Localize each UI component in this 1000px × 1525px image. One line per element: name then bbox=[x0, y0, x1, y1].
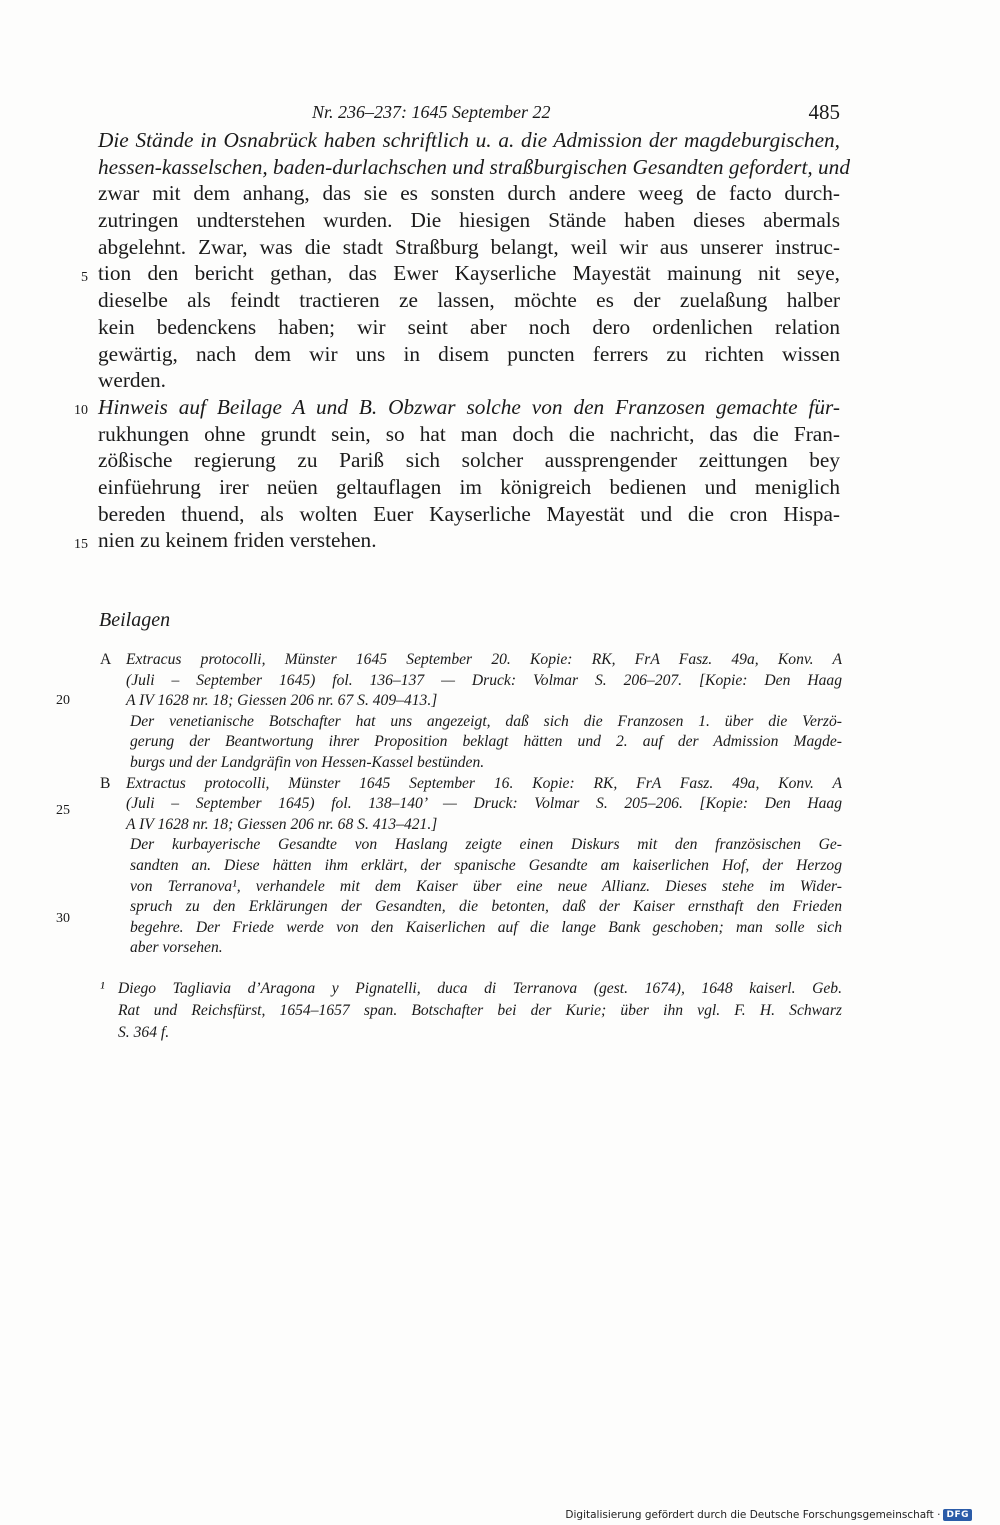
footnote bbox=[100, 978, 842, 1044]
running-head-title: Nr. 236–237: 1645 September 22 bbox=[312, 102, 551, 122]
footnote-line: Rat und Reichsfürst, 1654–1657 span. Botschafter bei der Kurie; über ihn vgl. F. H. Schwarz bbox=[118, 1002, 842, 1019]
text-line: tion den bericht gethan, das Ewer Kayserliche Mayestät mainung nit seye, bbox=[98, 261, 840, 286]
beilagen-heading: Beilagen bbox=[99, 609, 171, 631]
text-line: werden. bbox=[98, 368, 166, 393]
beilage-source-line: A IV 1628 nr. 18; Giessen 206 nr. 67 S. 409–413.] bbox=[126, 692, 438, 710]
beilage-source-line: (Juli – September 1645) fol. 136–137 — Druck: Volmar S. 206–207. [Kopie: Den Haag bbox=[126, 671, 842, 689]
beilage-source-line: (Juli – September 1645) fol. 138–140’ — Druck: Volmar S. 205–206. [Kopie: Den Haag bbox=[126, 795, 842, 813]
text-line: Die Stände in Osnabrück haben schriftlich u. a. die Admission der magdeburgischen, bbox=[98, 128, 840, 152]
text-line: zutringen undterstehen wurden. Die hiesigen Stände haben dieses abermals bbox=[98, 208, 840, 233]
beilage-label: A bbox=[100, 651, 112, 668]
beilage-summary-line: Der venetianische Botschafter hat uns angezeigt, daß sich die Franzosen 1. über die Verzö- bbox=[130, 712, 842, 730]
text-line: zwar mit dem anhang, das sie es sonsten durch andere weeg de facto durch- bbox=[98, 181, 840, 206]
line-number: 5 bbox=[81, 270, 88, 285]
text-line: rukhungen ohne grundt sein, so hat man doch die nachricht, das die Fran- bbox=[98, 421, 840, 446]
page-number: 485 bbox=[808, 100, 840, 124]
footnote-line: ¹ Diego Tagliavia d’Aragona y Pignatelli, duca di Terranova (gest. 1674), 1648 kaiserl. Geb. bbox=[100, 978, 842, 1000]
beilage-source-line: A IV 1628 nr. 18; Giessen 206 nr. 68 S. 413–421.] bbox=[126, 815, 438, 833]
text-line: nien zu keinem friden verstehen. bbox=[98, 528, 377, 553]
beilagen-list bbox=[100, 650, 842, 959]
beilage-summary-line: aber vorsehen. bbox=[130, 939, 223, 957]
text-line: abgelehnt. Zwar, was die stadt Straßburg belangt, weil wir aus unserer instruc- bbox=[98, 234, 840, 259]
beilage-label: B bbox=[100, 774, 111, 792]
text-line: gewärtig, nach dem wir uns in disem puncten ferrers zu richten wissen bbox=[98, 341, 840, 366]
running-head bbox=[0, 100, 1000, 130]
footer-text: Digitalisierung gefördert durch die Deutsche Forschungsgemeinschaft · bbox=[565, 1509, 941, 1521]
text-line: bereden thuend, als wolten Euer Kayserliche Mayestät und die cron Hispa- bbox=[98, 501, 840, 526]
beilage-source-line: B Extractus protocolli, Münster 1645 September 16. Kopie: RK, FrA Fasz. 49a, Konv. A bbox=[100, 774, 842, 795]
line-number: 30 bbox=[56, 911, 70, 926]
beilage-summary-line: spruch zu den Erklärungen der Gesandten, die betonten, daß der Kaiser ernsthaft den Frieden bbox=[130, 898, 842, 916]
dfg-logo: DFG bbox=[943, 1509, 972, 1521]
beilage-summary-line: burgs und der Landgräfin von Hessen-Kassel bestünden. bbox=[130, 753, 485, 771]
beilage-a bbox=[100, 650, 842, 774]
line-number: 10 bbox=[74, 403, 88, 418]
beilage-summary-line: begehre. Der Friede werde von den Kaiserlichen auf die lange Bank geschoben; man solle sich bbox=[130, 918, 842, 936]
footnote-line: S. 364 f. bbox=[118, 1024, 170, 1041]
footnote-mark: ¹ bbox=[100, 980, 105, 997]
text-line: zößische regierung zu Pariß sich solcher aussprengender zeittungen bey bbox=[98, 448, 840, 473]
line-number: 20 bbox=[56, 693, 70, 708]
beilage-summary-line: gerung der Beantwortung ihrer Proposition beklagt hätten und 2. auf der Admission Magde- bbox=[130, 733, 842, 751]
beilage-summary-line: sandten an. Diese hätten ihm erklärt, der spanische Gesandte am kaiserlichen Hof, der Herzog bbox=[130, 856, 842, 874]
line-number: 15 bbox=[74, 537, 88, 552]
line-number: 25 bbox=[56, 803, 70, 818]
text-line: einfüehrung irer neüen geltauflagen im königreich bedienen und meniglich bbox=[98, 474, 840, 499]
beilage-b bbox=[100, 774, 842, 959]
text-line: Hinweis auf Beilage A und B. Obzwar solche von den Franzosen gemachte für- bbox=[98, 394, 840, 419]
text-line: hessen-kasselschen, baden-durlachschen und straßburgischen Gesandten gefordert, und bbox=[98, 154, 850, 179]
beilage-summary-line: von Terranova¹, verhandele mit dem Kaiser über eine neue Allianz. Dieses stehe im Wider- bbox=[130, 877, 842, 895]
beilage-summary-line: Der kurbayerische Gesandte von Haslang zeigte einen Diskurs mit den französischen Ge- bbox=[130, 836, 842, 854]
text-line: kein bedenckens haben; wir seint aber noch dero ordenlichen relation bbox=[98, 314, 840, 339]
main-text bbox=[98, 127, 850, 554]
digitization-credit bbox=[565, 1509, 972, 1521]
beilage-source-line: A Extracus protocolli, Münster 1645 September 20. Kopie: RK, FrA Fasz. 49a, Konv. A bbox=[100, 650, 842, 671]
text-line: dieselbe als feindt tractieren ze lassen, möchte es der zuelaßung halber bbox=[98, 288, 840, 313]
